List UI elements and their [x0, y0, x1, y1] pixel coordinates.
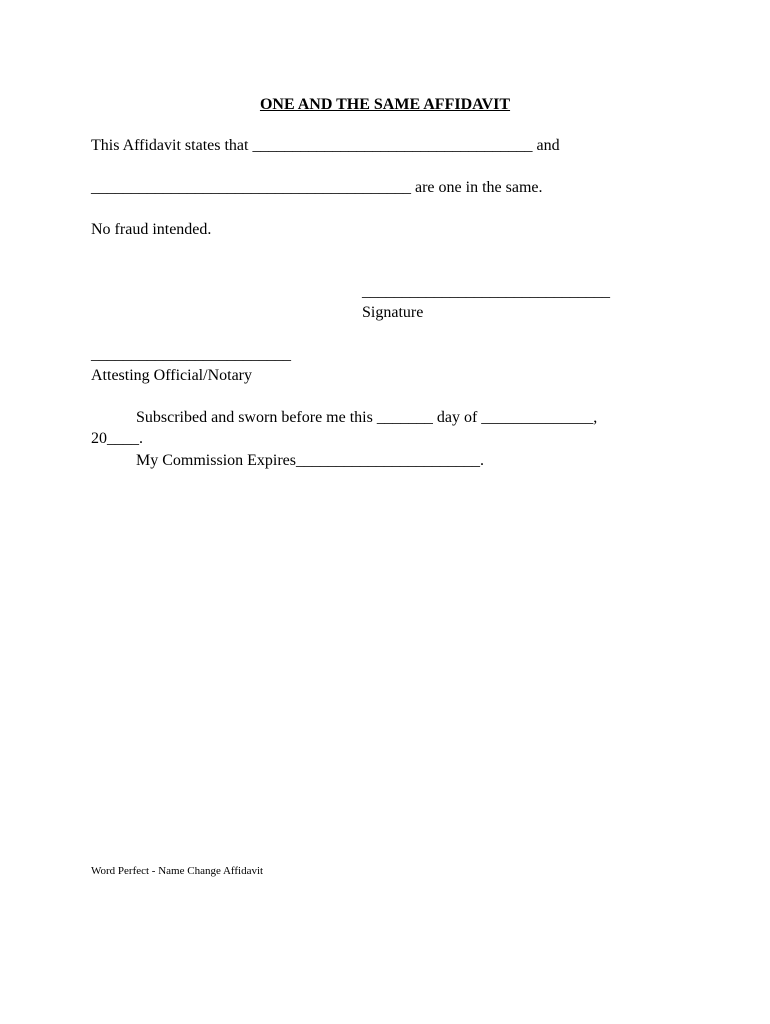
sworn-line: Subscribed and sworn before me this _______ day of ______________,	[136, 409, 598, 426]
signature-label: Signature	[362, 304, 424, 321]
notary-label: Attesting Official/Notary	[91, 367, 252, 384]
statement-line-2: ________________________________________ are one in the same.	[91, 179, 543, 196]
notary-blank: _________________________	[91, 346, 291, 363]
no-fraud-text: No fraud intended.	[91, 221, 212, 238]
document-title: ONE AND THE SAME AFFIDAVIT	[259, 96, 511, 113]
signature-blank: _______________________________	[362, 283, 610, 300]
commission-line: My Commission Expires_______________________.	[136, 452, 485, 469]
year-line: 20____.	[91, 430, 143, 447]
statement-line-1: This Affidavit states that ___________________________________ and	[91, 137, 560, 154]
document-footer: Word Perfect - Name Change Affidavit	[91, 865, 264, 877]
